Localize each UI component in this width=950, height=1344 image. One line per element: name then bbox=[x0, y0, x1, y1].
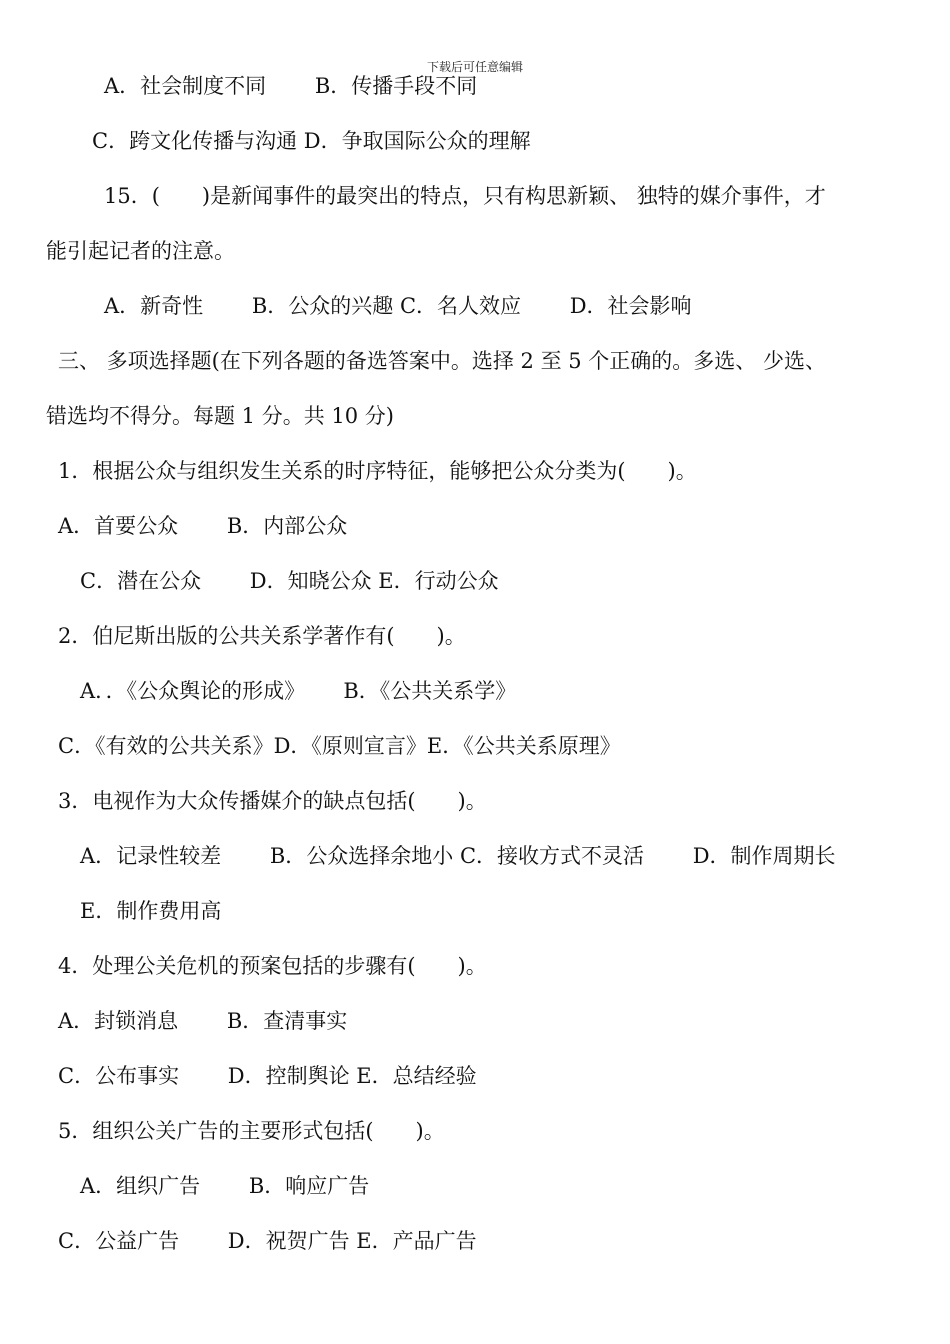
mq5-options-ab: A．组织广告 B．响应广告 bbox=[80, 1174, 370, 1198]
q15-stem-cont: 能引起记者的注意。 bbox=[46, 239, 235, 263]
mq1-options-cde: C．潜在公众 D．知晓公众 E．行动公众 bbox=[80, 569, 499, 593]
q15-options: A．新奇性 B．公众的兴趣 C．名人效应 D．社会影响 bbox=[104, 294, 692, 318]
mq5-options-cde: C．公益广告 D．祝贺广告 E．产品广告 bbox=[58, 1229, 477, 1253]
mq5-stem: 5．组织公关广告的主要形式包括( )。 bbox=[58, 1119, 445, 1143]
mq4-options-ab: A．封锁消息 B．查清事实 bbox=[58, 1009, 348, 1033]
section-heading: 三、 多项选择题(在下列各题的备选答案中。选择 2 至 5 个正确的。多选、 少选、 bbox=[58, 349, 826, 373]
mq3-options-abcd: A．记录性较差 B．公众选择余地小 C．接收方式不灵活 D．制作周期长 bbox=[80, 844, 836, 868]
mq4-stem: 4．处理公关危机的预案包括的步骤有( )。 bbox=[58, 954, 487, 978]
mq2-stem: 2．伯尼斯出版的公共关系学著作有( )。 bbox=[58, 624, 466, 648]
q15-stem: 15．( )是新闻事件的最突出的特点，只有构思新颖、 独特的媒介事件，才 bbox=[104, 184, 826, 208]
q14-options-cd: C．跨文化传播与沟通 D．争取国际公众的理解 bbox=[92, 129, 531, 153]
mq4-options-cde: C．公布事实 D．控制舆论 E．总结经验 bbox=[58, 1064, 477, 1088]
mq1-options-ab: A．首要公众 B．内部公众 bbox=[58, 514, 348, 538]
mq3-option-e: E．制作费用高 bbox=[80, 899, 222, 923]
section-heading-cont: 错选均不得分。每题 1 分。共 10 分) bbox=[46, 404, 394, 428]
mq3-stem: 3．电视作为大众传播媒介的缺点包括( )。 bbox=[58, 789, 487, 813]
page-header: 下载后可任意编辑 bbox=[426, 60, 523, 74]
mq2-options-ab: A．．《公众舆论的形成》 B．《公共关系学》 bbox=[80, 679, 517, 703]
mq1-stem: 1．根据公众与组织发生关系的时序特征，能够把公众分类为( )。 bbox=[58, 459, 697, 483]
mq2-options-cde: C．《有效的公共关系》D．《原则宣言》E．《公共关系原理》 bbox=[58, 734, 621, 758]
q14-options-ab: A．社会制度不同 B．传播手段不同 bbox=[104, 74, 478, 98]
